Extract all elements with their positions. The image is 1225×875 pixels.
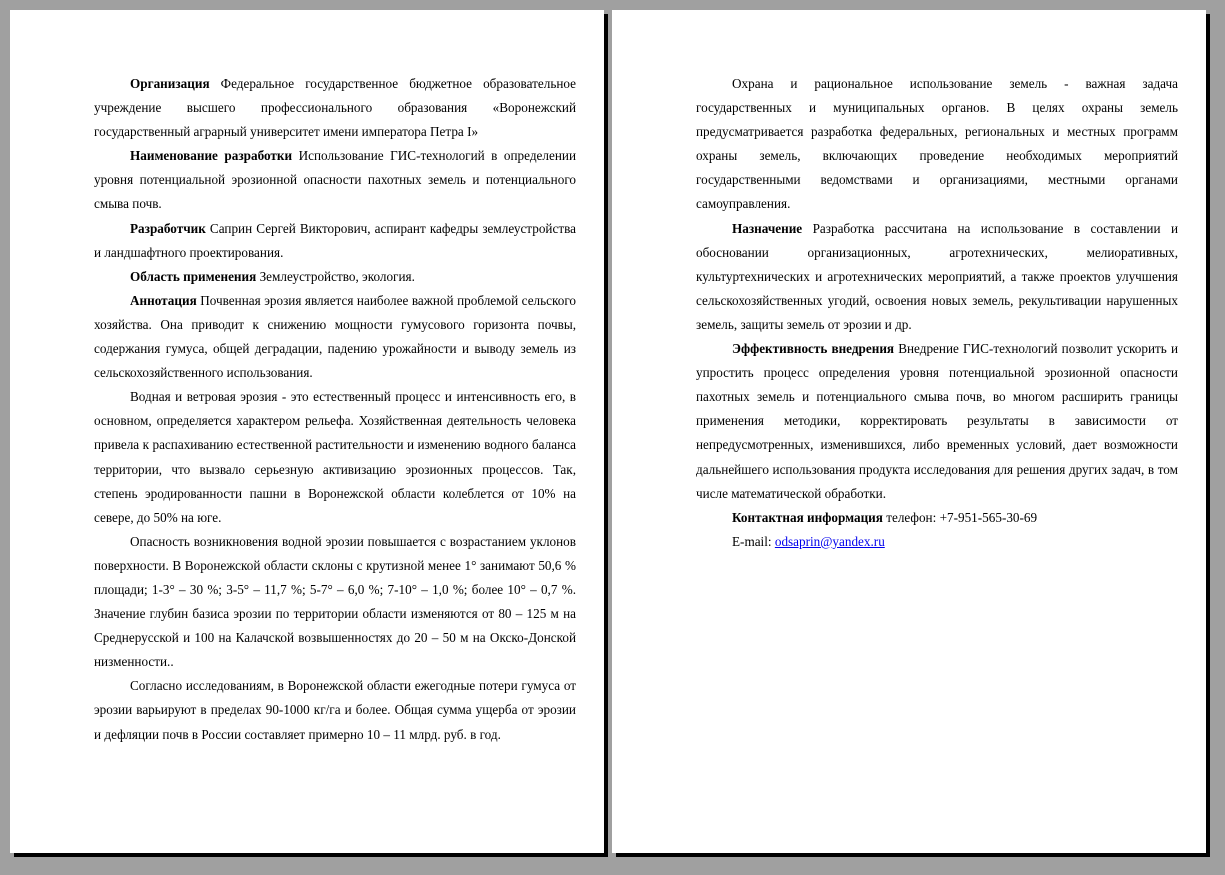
annotation-label: Аннотация [130, 292, 197, 308]
development-name-paragraph [94, 144, 576, 216]
efficiency-text: Внедрение ГИС-технологий позволит ускорить и упростить процесс определения уровня потенциальной эрозионной опасности пахотных земель и потенциального смыва почв, во многом расширить границы применения методики, корректировать результаты в зависимости от непредусмотренных, изменившихся, либо временных условий, дает возможности дальнейшего использования продукта исследования для решения других задач, в том числе математической обработки. [696, 341, 1178, 501]
email-label: E-mail: [732, 533, 772, 549]
developer-paragraph [94, 217, 576, 265]
page-1-content [94, 72, 576, 747]
annotation-text: Почвенная эрозия является наиболее важной проблемой сельского хозяйства. Она приводит к снижению мощности гумусового горизонта почвы, содержания гумуса, общей деградации, падению урожайности и выводу земель из сельскохозяйственного использования. [94, 292, 576, 381]
land-protection-paragraph: Охрана и рациональное использование земель - важная задача государственных и муниципальных органов. В целях охраны земель предусматривается разработка федеральных, региональных и местных программ охраны земель, включающих проведение необходимых мероприятий государственными ведомствами и организациями, местными органами самоуправления. [696, 76, 1178, 212]
developer-text: Саприн Сергей Викторович, аспирант кафедры землеустройства и ландшафтного проектирования. [94, 220, 577, 260]
email-paragraph [696, 530, 1178, 554]
contact-phone: телефон: +7-951-565-30-69 [886, 509, 1038, 525]
contact-paragraph [696, 506, 1178, 530]
page-2 [612, 10, 1206, 853]
purpose-label: Назначение [732, 220, 803, 236]
organization-label: Организация [130, 76, 210, 91]
erosion-danger-paragraph: Опасность возникновения водной эрозии повышается с возрастанием уклонов поверхности. В Воронежской области склоны с крутизной менее 1° занимают 50,6 % площади; 1-3° – 30 %; 3-5° – 11,7 %; 5-7° – 6,0 %; 7-10° – 1,0 %; более 10° – 0,7 %. Значение глубин базиса эрозии по территории области изменяются от 80 – 125 м на Среднерусской и 100 на Калачской возвышенностях до 20 – 50 м на Окско-Донской низменности.. [94, 533, 576, 670]
page-2-content [696, 72, 1178, 554]
development-name-text: Использование ГИС-технологий в определении уровня потенциальной эрозионной опасности пахотных земель и потенциального смыва почв. [94, 148, 576, 212]
scope-text: Землеустройство, экология. [259, 268, 415, 284]
purpose-text: Разработка рассчитана на использование в составлении и обосновании организационных, агротехнических, мелиоративных, культуртехнических и агротехнических мероприятий, а также проектов улучшения сельскохозяйственных угодий, освоения новых земель, рекультивации нарушенных земель, защиты земель от эрозии и др. [696, 220, 1179, 332]
research-paragraph: Согласно исследованиям, в Воронежской области ежегодные потери гумуса от эрозии варьируют в пределах 90-1000 кг/га и более. Общая сумма ущерба от эрозии и дефляции почв в России составляет примерно 10 – 11 млрд. руб. в год. [94, 678, 576, 742]
erosion-paragraph: Водная и ветровая эрозия - это естественный процесс и интенсивность его, в основном, определяется характером рельефа. Хозяйственная деятельность человека привела к распахиванию естественной растительности и изменению водного баланса территории, что вызвало серьезную активизацию эрозионных процессов. Так, степень эродированности пашни в Воронежской области колеблется от 10% на севере, до 50% на юге. [94, 389, 576, 525]
annotation-paragraph [94, 289, 576, 385]
efficiency-paragraph [696, 337, 1178, 506]
organization-text: Федеральное государственное бюджетное образовательное учреждение высшего профессионального образования «Воронежский государственный аграрный университет имени императора Петра I» [94, 76, 577, 140]
contact-label: Контактная информация [732, 509, 883, 525]
email-link[interactable]: odsaprin@yandex.ru [774, 533, 885, 549]
scope-label: Область применения [130, 268, 257, 284]
development-name-label: Наименование разработки [130, 148, 293, 164]
scope-paragraph [94, 265, 576, 289]
organization-paragraph [94, 72, 576, 144]
efficiency-label: Эффективность внедрения [732, 341, 895, 357]
page-1 [10, 10, 604, 853]
developer-label: Разработчик [130, 220, 206, 236]
purpose-paragraph [696, 217, 1178, 337]
